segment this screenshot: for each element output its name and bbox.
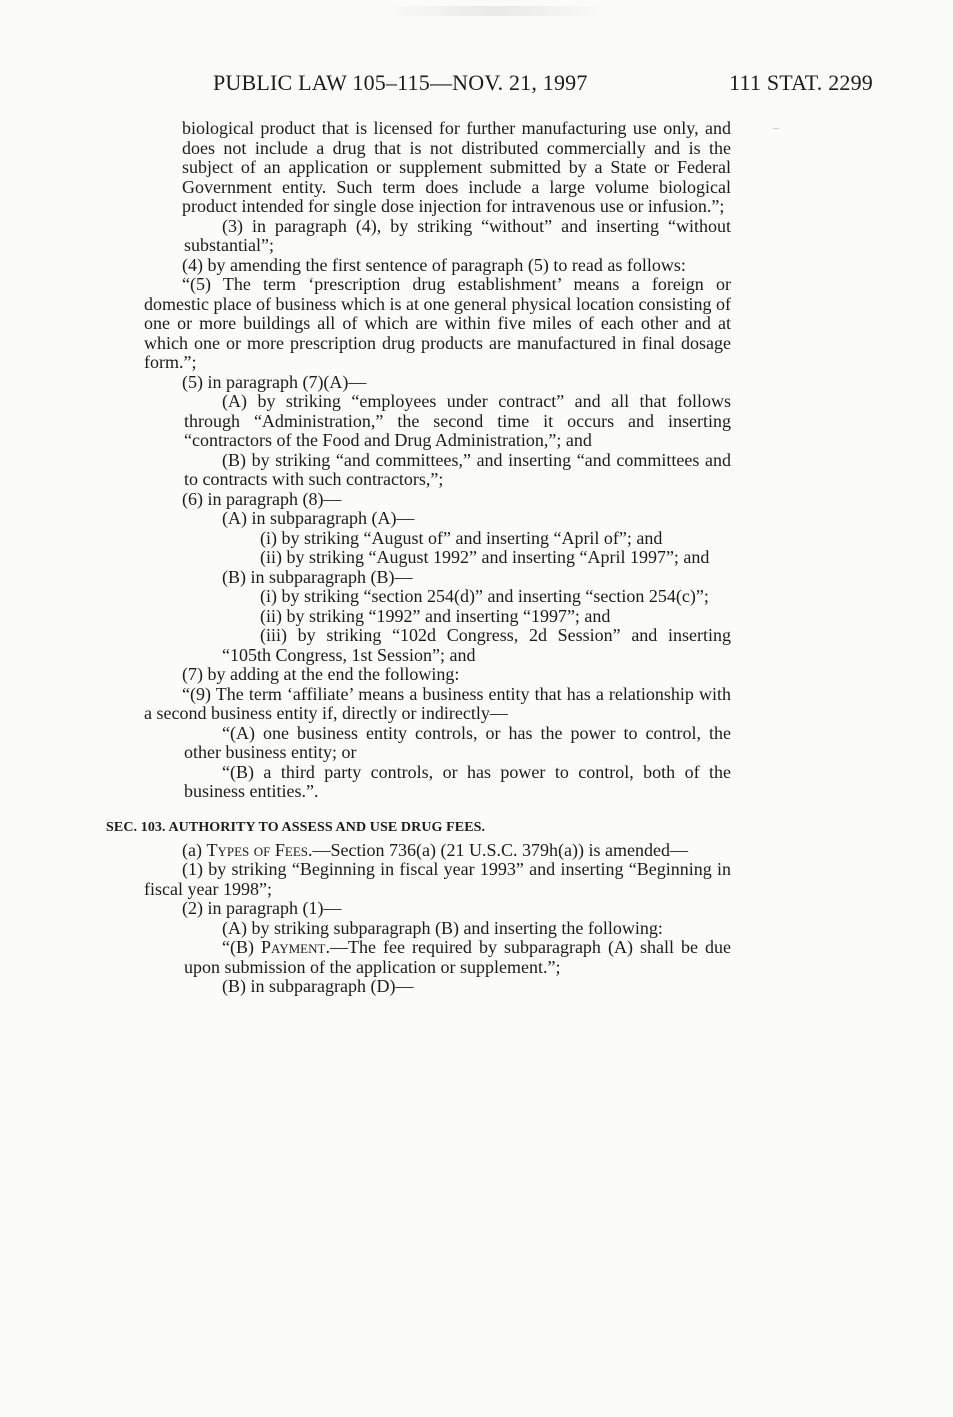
quoted-payment [144, 938, 731, 977]
subsection-a-heading: Types of Fees [206, 839, 309, 860]
paragraph-5-a: (A) by striking “employees under contract” and all that follows through “Administration,” the second time it occurs and inserting “contractors of the Food and Drug Administration,”; and [184, 391, 731, 450]
subsection-a-lead: (a) [182, 839, 207, 860]
subsection-a-1: (1) by striking “Beginning in fiscal year 1993” and inserting “Beginning in fiscal year 1998”; [144, 859, 731, 899]
paragraph-5: (5) in paragraph (7)(A)— [182, 371, 367, 392]
quoted-definition-5: “(5) The term ‘prescription drug establishment’ means a foreign or domestic place of business which is at one general physical location consisting of one or more buildings all of which are within five miles of each other and at which one or more prescription drug products are manufactured in final dosage form.”; [144, 274, 731, 372]
quoted-payment-heading: Payment [261, 937, 326, 957]
paragraph-6-b-ii: (ii) by striking “1992” and inserting “1997”; and [260, 605, 611, 626]
paragraph-6: (6) in paragraph (8)— [182, 488, 342, 509]
section-heading: SEC. 103. AUTHORITY TO ASSESS AND USE DRUG FEES. [106, 819, 486, 835]
subsection-a-2-a: (A) by striking subparagraph (B) and inserting the following: [222, 917, 663, 938]
page-header [213, 70, 873, 100]
paragraph-6-b-i: (i) by striking “section 254(d)” and inserting “section 254(c)”; [260, 586, 709, 606]
paragraph-6-b-iii: (iii) by striking “102d Congress, 2d Session” and inserting “105th Congress, 1st Session”; and [222, 625, 731, 665]
page-body [106, 118, 731, 997]
header-stat-page: 111 STAT. 2299 [729, 70, 873, 95]
paragraph-3: (3) in paragraph (4), by striking “without” and inserting “without substantial”; [184, 215, 731, 255]
paragraph-6-a-i: (i) by striking “August of” and inserting “April of”; and [260, 527, 663, 548]
subsection-a-text: .—Section 736(a) (21 U.S.C. 379h(a)) is amended— [308, 839, 688, 860]
paragraph-6-a: (A) in subparagraph (A)— [222, 508, 415, 528]
paragraph-4: (4) by amending the first sentence of paragraph (5) to read as follows: [182, 254, 686, 275]
quoted-payment-text: .—The fee required by subparagraph (A) shall be due upon submission of the application or supplement.”; [184, 937, 731, 977]
quoted-payment-lead: “(B) [222, 937, 262, 957]
paragraph-7: (7) by adding at the end the following: [182, 664, 460, 684]
subsection-a-2: (2) in paragraph (1)— [182, 898, 342, 918]
header-public-law: PUBLIC LAW 105–115—NOV. 21, 1997 [213, 70, 588, 95]
quoted-definition-9-b: “(B) a third party controls, or has power to control, both of the business entities.”. [184, 761, 731, 801]
paragraph-6-a-ii: (ii) by striking “August 1992” and inserting “April 1997”; and [260, 547, 710, 567]
paragraph-6-b: (B) in subparagraph (B)— [222, 566, 413, 587]
paragraph-5-b: (B) by striking “and committees,” and inserting “and committees and to contracts with such contractors,”; [184, 449, 731, 489]
scan-smudge [380, 6, 610, 16]
paragraph-continuation: biological product that is licensed for further manufacturing use only, and does not include a drug that is not distributed commercially and is the subject of an application or supplement submitted by a State or Federal Government entity. Such term does include a large volume biological product intended for single dose injection for intravenous use or infusion.”; [182, 118, 731, 216]
subsection-a-2-b: (B) in subparagraph (D)— [222, 976, 414, 996]
subsection-a [144, 841, 731, 861]
quoted-definition-9-a: “(A) one business entity controls, or has the power to control, the other business entity; or [184, 722, 731, 762]
margin-mark [773, 128, 779, 129]
quoted-definition-9: “(9) The term ‘affiliate’ means a business entity that has a relationship with a second business entity if, directly or indirectly— [144, 683, 731, 723]
